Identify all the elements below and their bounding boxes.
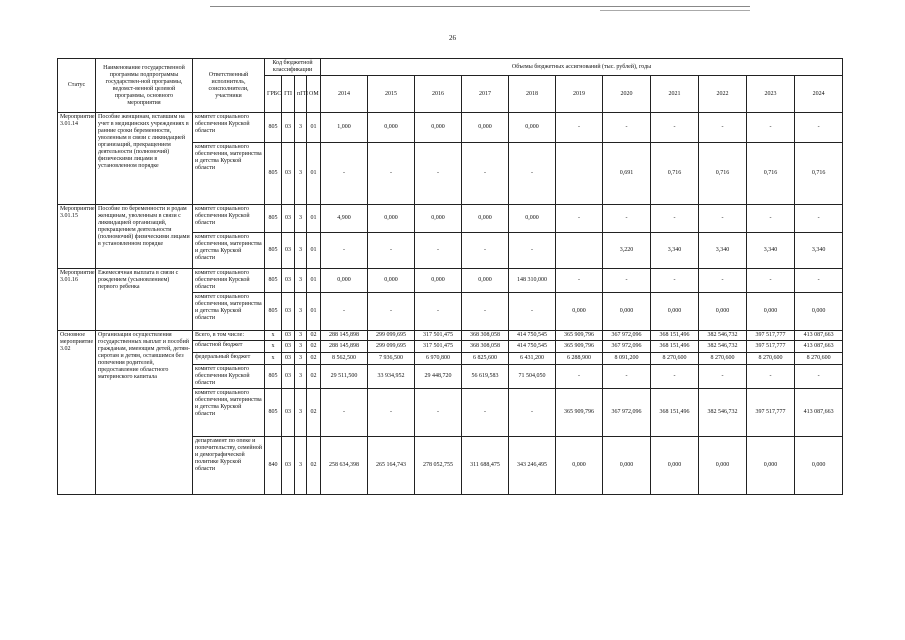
row-executor: областной бюджет bbox=[193, 341, 265, 353]
row-code: 3 bbox=[295, 143, 307, 205]
row-value: 8 270,600 bbox=[651, 353, 699, 365]
row-executor: комитет социального обеспечения, материнства и детства Курской области bbox=[193, 293, 265, 331]
budget-table bbox=[57, 58, 843, 495]
row-code: 3 bbox=[295, 113, 307, 143]
row-value: 148 310,000 bbox=[509, 269, 556, 293]
row-value: 6 431,200 bbox=[509, 353, 556, 365]
row-code: 03 bbox=[282, 233, 295, 269]
row-value: 265 164,743 bbox=[368, 437, 415, 495]
row-value: 414 750,545 bbox=[509, 331, 556, 341]
row-code: 03 bbox=[282, 353, 295, 365]
row-value: 368 308,058 bbox=[462, 331, 509, 341]
header-year: 2014 bbox=[321, 76, 368, 113]
row-value: 0,000 bbox=[368, 205, 415, 233]
row-code: 805 bbox=[265, 293, 282, 331]
row-value: 0,000 bbox=[651, 293, 699, 331]
row-value: 278 052,755 bbox=[415, 437, 462, 495]
row-code: 01 bbox=[307, 143, 321, 205]
row-value: 0,000 bbox=[651, 437, 699, 495]
row-executor: департамент по опеке и попечительству, семейной и демографической политике Курской области bbox=[193, 437, 265, 495]
row-value: 4,900 bbox=[321, 205, 368, 233]
row-value: 0,000 bbox=[699, 437, 747, 495]
row-value: 0,000 bbox=[747, 293, 795, 331]
row-value: 29 448,720 bbox=[415, 365, 462, 389]
scan-top-line bbox=[210, 6, 750, 7]
row-value: 6 825,600 bbox=[462, 353, 509, 365]
table-row bbox=[58, 269, 843, 293]
row-value: 0,691 bbox=[603, 143, 651, 205]
row-value: 6 970,800 bbox=[415, 353, 462, 365]
row-code: 01 bbox=[307, 293, 321, 331]
row-code: 3 bbox=[295, 437, 307, 495]
row-value: 0,000 bbox=[603, 437, 651, 495]
row-value: - bbox=[368, 293, 415, 331]
row-value: 397 517,777 bbox=[747, 331, 795, 341]
row-value: - bbox=[651, 205, 699, 233]
row-code: 805 bbox=[265, 113, 282, 143]
row-code: x bbox=[265, 331, 282, 341]
row-value: 8 270,600 bbox=[747, 353, 795, 365]
row-code: 3 bbox=[295, 353, 307, 365]
row-value: 317 501,475 bbox=[415, 341, 462, 353]
row-value: - bbox=[509, 233, 556, 269]
row-value: 3,340 bbox=[747, 233, 795, 269]
row-code: 03 bbox=[282, 143, 295, 205]
row-value bbox=[556, 143, 603, 205]
row-value: 413 087,663 bbox=[795, 341, 843, 353]
row-status: Основное мероприятие 3.02 bbox=[58, 331, 96, 495]
row-value: - bbox=[509, 293, 556, 331]
row-code: 805 bbox=[265, 269, 282, 293]
row-value: 0,000 bbox=[415, 269, 462, 293]
row-value: 0,000 bbox=[415, 205, 462, 233]
row-value: - bbox=[603, 269, 651, 293]
row-value: 311 688,475 bbox=[462, 437, 509, 495]
row-value: - bbox=[509, 143, 556, 205]
row-value: - bbox=[415, 143, 462, 205]
row-code: 3 bbox=[295, 365, 307, 389]
row-value: 382 546,732 bbox=[699, 341, 747, 353]
row-value: 0,000 bbox=[699, 293, 747, 331]
row-value: - bbox=[321, 389, 368, 437]
row-code: 02 bbox=[307, 353, 321, 365]
row-value: - bbox=[795, 269, 843, 293]
row-value: - bbox=[603, 205, 651, 233]
row-name: Ежемесячная выплата в связи с рождением (усыновлением) первого ребенка bbox=[96, 269, 193, 331]
row-code: 03 bbox=[282, 113, 295, 143]
row-code: 03 bbox=[282, 269, 295, 293]
header-code-group: Код бюджетной классификации bbox=[265, 59, 321, 76]
row-value: 368 151,496 bbox=[651, 331, 699, 341]
row-value: 397 517,777 bbox=[747, 341, 795, 353]
row-value: - bbox=[699, 365, 747, 389]
row-value: 0,000 bbox=[368, 269, 415, 293]
row-status: Мероприятие 3.01.14 bbox=[58, 113, 96, 205]
row-code: 03 bbox=[282, 341, 295, 353]
row-value: - bbox=[368, 233, 415, 269]
row-value: 3,340 bbox=[795, 233, 843, 269]
row-code: 03 bbox=[282, 331, 295, 341]
row-value: 413 087,663 bbox=[795, 331, 843, 341]
header-year: 2022 bbox=[699, 76, 747, 113]
row-value: 56 619,583 bbox=[462, 365, 509, 389]
row-code: 03 bbox=[282, 389, 295, 437]
row-value: - bbox=[747, 205, 795, 233]
row-value: 0,000 bbox=[321, 269, 368, 293]
row-value: - bbox=[462, 233, 509, 269]
header-code-col: ГРБС bbox=[265, 76, 282, 113]
row-value: 8 091,200 bbox=[603, 353, 651, 365]
row-code: 805 bbox=[265, 143, 282, 205]
row-value: 343 246,495 bbox=[509, 437, 556, 495]
row-value: 7 936,500 bbox=[368, 353, 415, 365]
row-value: - bbox=[321, 233, 368, 269]
row-value: 367 972,096 bbox=[603, 341, 651, 353]
row-value: 29 511,500 bbox=[321, 365, 368, 389]
header-executor: Ответственный исполнитель, соисполнители, участники bbox=[193, 59, 265, 113]
row-value: - bbox=[368, 389, 415, 437]
row-value: - bbox=[699, 113, 747, 143]
row-code: 805 bbox=[265, 205, 282, 233]
header-name: Наименование государственной программы подпрограммы государствен-ной программы, ведомст-венной целевой программы, основного мероприятия bbox=[96, 59, 193, 113]
table-header bbox=[58, 59, 843, 113]
row-value: - bbox=[556, 269, 603, 293]
row-value: - bbox=[651, 269, 699, 293]
row-value: - bbox=[603, 365, 651, 389]
table-row bbox=[58, 331, 843, 341]
row-code: 01 bbox=[307, 269, 321, 293]
row-value: 0,000 bbox=[747, 437, 795, 495]
row-value: - bbox=[509, 389, 556, 437]
row-value: 365 909,796 bbox=[556, 331, 603, 341]
header-code-col: пГП bbox=[295, 76, 307, 113]
row-value: 71 504,050 bbox=[509, 365, 556, 389]
header-year: 2015 bbox=[368, 76, 415, 113]
row-value: 365 909,796 bbox=[556, 341, 603, 353]
row-executor: комитет социального обеспечения, материнства и детства Курской области bbox=[193, 389, 265, 437]
row-value: 317 501,475 bbox=[415, 331, 462, 341]
row-value: 0,000 bbox=[462, 205, 509, 233]
header-code-col: ГП bbox=[282, 76, 295, 113]
row-code: 02 bbox=[307, 331, 321, 341]
row-value: 368 308,058 bbox=[462, 341, 509, 353]
row-code: x bbox=[265, 353, 282, 365]
row-value: 413 087,663 bbox=[795, 389, 843, 437]
table-row bbox=[58, 113, 843, 143]
row-value: 0,000 bbox=[368, 113, 415, 143]
row-value: - bbox=[462, 389, 509, 437]
header-year: 2024 bbox=[795, 76, 843, 113]
row-value: 365 909,796 bbox=[556, 389, 603, 437]
row-value: - bbox=[747, 365, 795, 389]
row-value: 8 562,500 bbox=[321, 353, 368, 365]
row-status: Мероприятие 3.01.15 bbox=[58, 205, 96, 269]
row-value: 367 972,096 bbox=[603, 331, 651, 341]
row-value: 0,000 bbox=[462, 113, 509, 143]
row-value: - bbox=[795, 113, 843, 143]
row-value bbox=[556, 233, 603, 269]
row-code: 02 bbox=[307, 365, 321, 389]
row-value: 368 151,496 bbox=[651, 389, 699, 437]
row-code: 02 bbox=[307, 341, 321, 353]
row-code: 840 bbox=[265, 437, 282, 495]
row-value: 0,000 bbox=[509, 205, 556, 233]
row-value: 0,000 bbox=[556, 437, 603, 495]
row-value: - bbox=[651, 113, 699, 143]
row-code: 3 bbox=[295, 331, 307, 341]
row-value: 3,220 bbox=[603, 233, 651, 269]
row-value: 258 634,398 bbox=[321, 437, 368, 495]
row-code: x bbox=[265, 341, 282, 353]
header-volume-group: Объемы бюджетных ассигнований (тыс. рублей), годы bbox=[321, 59, 843, 76]
row-value: - bbox=[556, 113, 603, 143]
row-value: 0,000 bbox=[556, 293, 603, 331]
row-value: - bbox=[368, 143, 415, 205]
row-value: 1,000 bbox=[321, 113, 368, 143]
row-value: - bbox=[699, 269, 747, 293]
row-code: 805 bbox=[265, 233, 282, 269]
row-value: - bbox=[321, 143, 368, 205]
row-value: - bbox=[651, 365, 699, 389]
row-value: 414 750,545 bbox=[509, 341, 556, 353]
row-code: 3 bbox=[295, 269, 307, 293]
row-executor: комитет социального обеспечения, материнства и детства Курской области bbox=[193, 143, 265, 205]
row-code: 03 bbox=[282, 293, 295, 331]
header-year: 2020 bbox=[603, 76, 651, 113]
row-value: 6 288,900 bbox=[556, 353, 603, 365]
row-value: 0,000 bbox=[603, 293, 651, 331]
row-value: 0,716 bbox=[747, 143, 795, 205]
row-code: 02 bbox=[307, 437, 321, 495]
row-value: 0,000 bbox=[462, 269, 509, 293]
header-year: 2017 bbox=[462, 76, 509, 113]
row-code: 03 bbox=[282, 365, 295, 389]
row-value: - bbox=[415, 293, 462, 331]
row-executor: комитет социального обеспечения Курской области bbox=[193, 365, 265, 389]
row-value: 382 546,732 bbox=[699, 331, 747, 341]
header-status: Статус bbox=[58, 59, 96, 113]
row-value: 288 145,898 bbox=[321, 341, 368, 353]
row-value: 382 546,732 bbox=[699, 389, 747, 437]
header-year: 2018 bbox=[509, 76, 556, 113]
row-value: 0,000 bbox=[795, 437, 843, 495]
row-code: 01 bbox=[307, 205, 321, 233]
page-number: 26 bbox=[449, 34, 456, 42]
scan-top-line-secondary bbox=[600, 10, 750, 11]
row-value: 0,000 bbox=[415, 113, 462, 143]
row-value: - bbox=[321, 293, 368, 331]
header-year: 2023 bbox=[747, 76, 795, 113]
table-body bbox=[58, 113, 843, 495]
row-value: - bbox=[415, 233, 462, 269]
row-value: - bbox=[603, 113, 651, 143]
header-year: 2019 bbox=[556, 76, 603, 113]
row-value: 8 270,600 bbox=[795, 353, 843, 365]
row-value: 0,000 bbox=[795, 293, 843, 331]
row-value: - bbox=[747, 269, 795, 293]
row-code: 3 bbox=[295, 293, 307, 331]
row-code: 02 bbox=[307, 389, 321, 437]
row-value: 3,340 bbox=[699, 233, 747, 269]
row-code: 805 bbox=[265, 365, 282, 389]
row-executor: Всего, в том числе: bbox=[193, 331, 265, 341]
row-value: 0,716 bbox=[699, 143, 747, 205]
row-executor: комитет социального обеспечения Курской области bbox=[193, 205, 265, 233]
row-value: - bbox=[462, 293, 509, 331]
row-code: 01 bbox=[307, 233, 321, 269]
table-row bbox=[58, 205, 843, 233]
row-value: 3,340 bbox=[651, 233, 699, 269]
row-value: 288 145,898 bbox=[321, 331, 368, 341]
row-executor: комитет социального обеспечения, материнства и детства Курской области bbox=[193, 233, 265, 269]
row-value: - bbox=[556, 205, 603, 233]
row-status: Мероприятие 3.01.16 bbox=[58, 269, 96, 331]
row-value: - bbox=[415, 389, 462, 437]
row-code: 03 bbox=[282, 437, 295, 495]
row-value: 367 972,096 bbox=[603, 389, 651, 437]
row-code: 3 bbox=[295, 233, 307, 269]
row-value: 33 934,952 bbox=[368, 365, 415, 389]
row-code: 3 bbox=[295, 341, 307, 353]
row-value: 0,716 bbox=[651, 143, 699, 205]
row-executor: комитет социального обеспечения Курской области bbox=[193, 113, 265, 143]
header-year: 2016 bbox=[415, 76, 462, 113]
row-name: Пособие по беременности и родам женщинам, уволенным в связи с ликвидацией организаций, прекращением деятельности (полномочий) физическими лицами в установленном порядке bbox=[96, 205, 193, 269]
row-name: Организация осуществления государственных выплат и пособий гражданам, имеющим детей, детям-сиротам и детям, оставшимся без попечения родителей, предоставление областного материнского капитала bbox=[96, 331, 193, 495]
row-code: 03 bbox=[282, 205, 295, 233]
row-value: 299 099,695 bbox=[368, 341, 415, 353]
row-value: 0,000 bbox=[509, 113, 556, 143]
row-value: - bbox=[747, 113, 795, 143]
row-value: - bbox=[795, 365, 843, 389]
header-year: 2021 bbox=[651, 76, 699, 113]
row-value: 299 099,695 bbox=[368, 331, 415, 341]
row-name: Пособие женщинам, вставшим на учет в медицинских учреждениях в ранние сроки беременности, уволенным в связи с ликвидацией организаций, прекращением деятельности (полномочий) физическими лицами в установленном порядке bbox=[96, 113, 193, 205]
row-executor: федеральный бюджет bbox=[193, 353, 265, 365]
row-value: - bbox=[795, 205, 843, 233]
row-code: 3 bbox=[295, 389, 307, 437]
header-code-col: ОМ bbox=[307, 76, 321, 113]
row-code: 01 bbox=[307, 113, 321, 143]
row-value: 368 151,496 bbox=[651, 341, 699, 353]
row-value: 8 270,600 bbox=[699, 353, 747, 365]
row-code: 805 bbox=[265, 389, 282, 437]
row-code: 3 bbox=[295, 205, 307, 233]
row-executor: комитет социального обеспечения Курской области bbox=[193, 269, 265, 293]
row-value: 397 517,777 bbox=[747, 389, 795, 437]
row-value: - bbox=[556, 365, 603, 389]
row-value: 0,716 bbox=[795, 143, 843, 205]
row-value: - bbox=[699, 205, 747, 233]
row-value: - bbox=[462, 143, 509, 205]
